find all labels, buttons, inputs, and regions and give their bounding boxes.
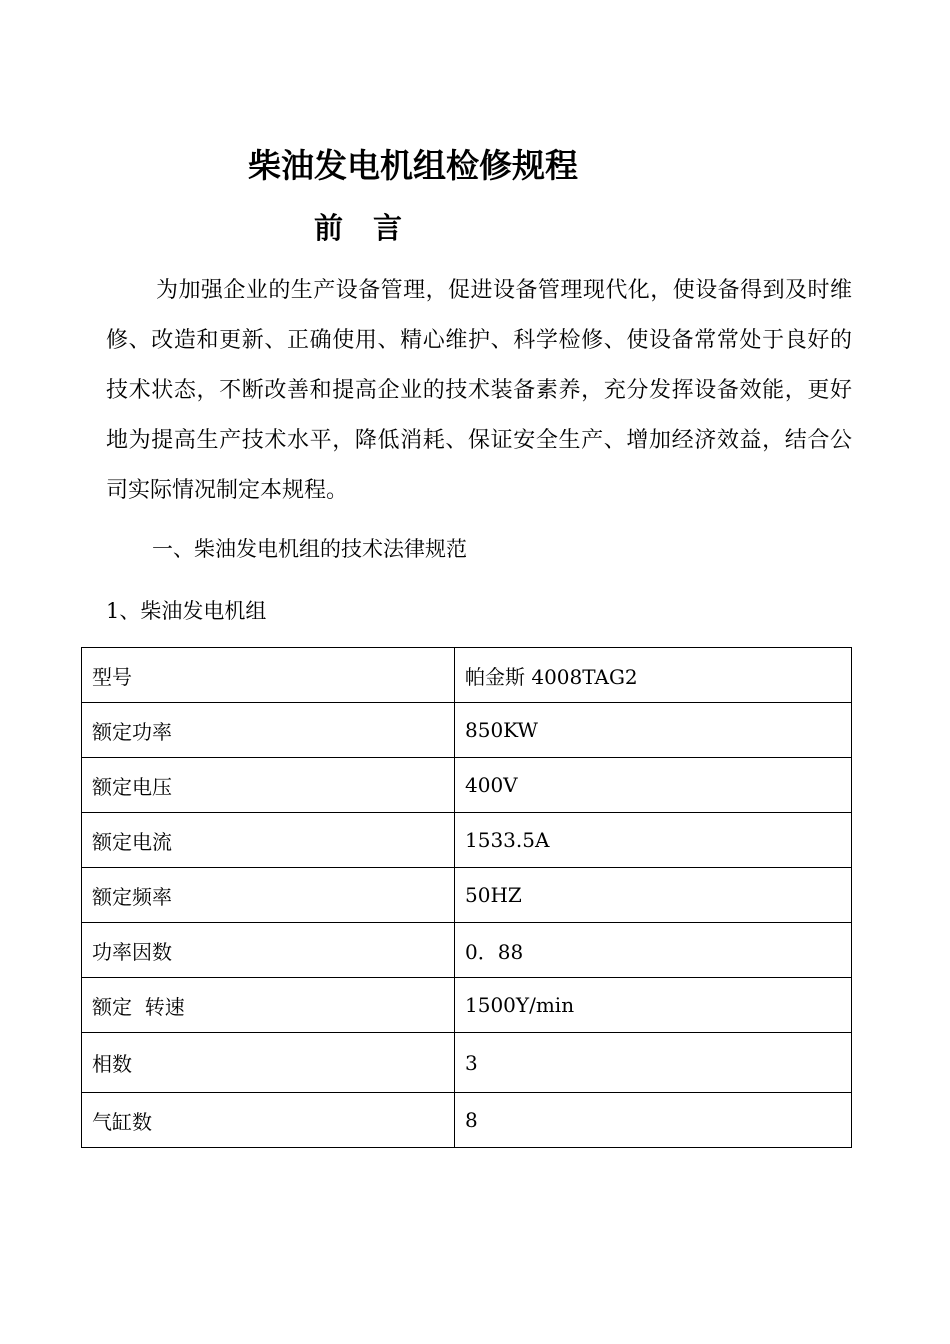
spec-name-cell: 功率因数: [82, 923, 455, 978]
spec-value-cell: 1533.5A: [455, 813, 852, 868]
spec-value-cell: 帕金斯 4008TAG2: [455, 648, 852, 703]
spec-value-cell: 0．88: [455, 923, 852, 978]
spec-name-cell: 额定 转速: [82, 978, 455, 1033]
preface-title: 前言: [314, 211, 433, 245]
spec-name-cell: 额定电流: [82, 813, 455, 868]
table-row: [82, 1093, 852, 1148]
spec-name-cell: 相数: [82, 1033, 455, 1093]
section-heading: 一、柴油发电机组的技术法律规范: [152, 537, 467, 561]
spec-value-cell: 1500Y/min: [455, 978, 852, 1033]
document-title: 柴油发电机组检修规程: [248, 146, 578, 185]
table-row: [82, 648, 852, 703]
table-row: [82, 978, 852, 1033]
spec-value-cell: 850KW: [455, 703, 852, 758]
spec-name-cell: 型号: [82, 648, 455, 703]
spec-table: [81, 647, 852, 1148]
table-row: [82, 703, 852, 758]
table-row: [82, 813, 852, 868]
spec-name-cell: 气缸数: [82, 1093, 455, 1148]
spec-name-cell: 额定功率: [82, 703, 455, 758]
table-row: [82, 758, 852, 813]
spec-name-cell: 额定电压: [82, 758, 455, 813]
spec-value-cell: 400V: [455, 758, 852, 813]
spec-value-cell: 50HZ: [455, 868, 852, 923]
spec-value-cell: 8: [455, 1093, 852, 1148]
intro-paragraph: 为加强企业的生产设备管理，促进设备管理现代化，使设备得到及时维修、改造和更新、正确使用、精心维护、科学检修、使设备常常处于良好的技术状态，不断改善和提高企业的技术装备素养，充分发挥设备效能，更好地为提高生产技术水平，降低消耗、保证安全生产、增加经济效益，结合公司实际情况制定本规程。: [106, 278, 852, 503]
table-row: [82, 1033, 852, 1093]
spec-name-cell: 额定频率: [82, 868, 455, 923]
sub-heading: 1、柴油发电机组: [106, 599, 267, 623]
spec-value-cell: 3: [455, 1033, 852, 1093]
table-row: [82, 923, 852, 978]
table-row: [82, 868, 852, 923]
